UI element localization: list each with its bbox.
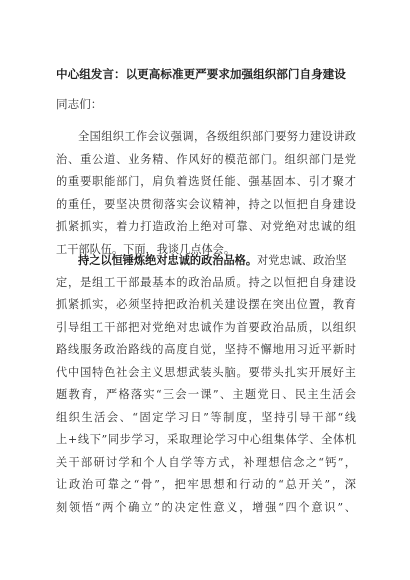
paragraph-line: 让政治可靠之“骨”，把牢思想和行动的“总开关”，深: [56, 478, 356, 491]
paragraph-first-line: [56, 249, 356, 272]
paragraph-line: 全国组织工作会议强调，各级组织部门要努力建设讲政: [78, 130, 356, 143]
paragraph-line: 上+线下”同步学习，采取理论学习中心组集体学、全体机: [56, 433, 356, 446]
paragraph-line: 抓紧抓实，着力打造政治上绝对可靠、对党绝对忠诚的组: [56, 220, 356, 233]
paragraph-line: 关干部研讨学和个人自学等方式，补理想信念之“钙”，: [56, 455, 356, 469]
greeting: 同志们：: [56, 97, 103, 111]
paragraph-line: 代中国特色社会主义思想武装头脑。要带头扎实开展好主: [56, 365, 356, 379]
paragraph-first-line-rest: 对党忠诚、政治坚: [257, 254, 347, 267]
paragraph-line: 工干部队伍。下面，我谈几点体会。: [56, 242, 236, 256]
paragraph-line: 治、重公道、业务精、作风好的模范部门。组织部门是党: [56, 152, 356, 166]
paragraph-line: 刻领悟“两个确立”的决定性意义，增强“四个意识”、: [56, 500, 356, 514]
paragraph-line: 路线服务政治路线的高度自觉，坚持不懈地用习近平新时: [56, 343, 356, 356]
paragraph-line: 抓紧抓实，必须坚持把政治机关建设摆在突出位置，教育: [56, 298, 356, 311]
paragraph-line: 的重任，要坚决贯彻落实会议精神，持之以恒把自身建设: [56, 197, 356, 211]
document-title: 中心组发言：以更高标准更严要求加强组织部门自身建设: [56, 67, 346, 81]
paragraph-loyalty: [56, 249, 356, 519]
paragraph-line: 组织生活会、“固定学习日”等制度，坚持引导干部“线: [56, 410, 356, 424]
paragraph-intro: [56, 126, 356, 261]
paragraph-line: 的重要职能部门，肩负着选贤任能、强基固本、引才聚才: [56, 175, 356, 188]
paragraph-line: 题教育，严格落实“三会一课”、主题党日、民主生活会: [56, 388, 356, 401]
paragraph-line: 定，是组工干部最基本的政治品质。持之以恒把自身建设: [56, 275, 356, 289]
paragraph-line: 引导组工干部把对党绝对忠诚作为首要政治品质，以组织: [56, 320, 356, 334]
section-heading: 持之以恒锤炼绝对忠诚的政治品格。: [78, 253, 258, 267]
